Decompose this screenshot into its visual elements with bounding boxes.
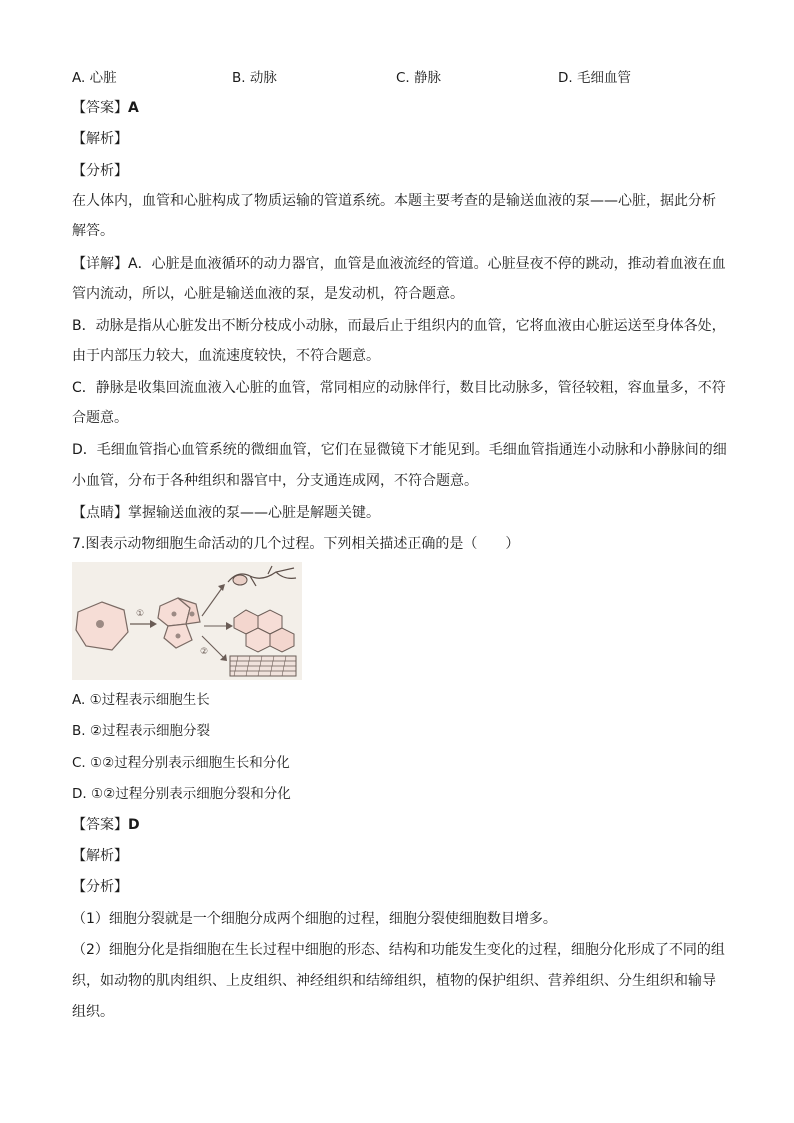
q6-option-d: D. 毛细血管 xyxy=(558,70,631,86)
epithelial-tissue xyxy=(234,610,294,652)
q6-detail-line-6: 合题意。 xyxy=(72,410,128,426)
q6-detail-line-5: C．静脉是收集回流血液入心脏的血管，常同相应的动脉伴行，数目比动脉多，管径较粗，容血量多，不符 xyxy=(72,380,726,396)
q6-analysis-line-1: 在人体内，血管和心脏构成了物质运输的管道系统。本题主要考查的是输送血液的泵——心脏，据此分析 xyxy=(72,193,716,209)
q6-fenxi-heading: 【分析】 xyxy=(72,163,128,179)
arrow-to-nerve xyxy=(202,588,222,616)
q6-answer: 【答案】A xyxy=(72,100,139,116)
q7-option-a: A. ①过程表示细胞生长 xyxy=(72,692,210,708)
q6-option-c: C. 静脉 xyxy=(396,70,442,86)
q6-analysis-line-2: 解答。 xyxy=(72,223,114,239)
divided-nucleus-3 xyxy=(176,634,181,639)
divided-nucleus-2 xyxy=(190,612,195,617)
arrow-head-1 xyxy=(150,620,157,628)
q6-detail-line-1: 【详解】A．心脏是血液循环的动力器官，血管是血液流经的管道。心脏昼夜不停的跳动，推动着血液在血 xyxy=(72,256,726,272)
label-process-2: ② xyxy=(200,647,209,657)
q7-option-c: C. ①②过程分别表示细胞生长和分化 xyxy=(72,755,290,771)
arrow-head-nerve xyxy=(218,584,225,591)
q6-dianjing: 【点睛】掌握输送血液的泵——心脏是解题关键。 xyxy=(72,505,380,521)
q7-stem: 7.图表示动物细胞生命活动的几个过程。下列相关描述正确的是（ ） xyxy=(72,536,520,552)
label-process-1: ① xyxy=(136,609,145,619)
arrow-head-epithelium xyxy=(226,622,233,630)
q7-answer: 【答案】D xyxy=(72,817,140,833)
cell-nucleus xyxy=(96,620,104,628)
q7-jiexi-heading: 【解析】 xyxy=(72,848,128,864)
q7-analysis-line-2: （2）细胞分化是指细胞在生长过程中细胞的形态、结构和功能发生变化的过程，细胞分化形成了不同的组 xyxy=(72,942,725,958)
q6-detail-line-7: D．毛细血管指心血管系统的微细血管，它们在显微镜下才能见到。毛细血管指通连小动脉和小静脉间的细 xyxy=(72,442,727,458)
q6-detail-line-3: B．动脉是指从心脏发出不断分枝成小动脉，而最后止于组织内的血管，它将血液由心脏运送至身体各处， xyxy=(72,318,726,334)
q7-fenxi-heading: 【分析】 xyxy=(72,879,128,895)
q6-option-a: A. 心脏 xyxy=(72,70,117,86)
q6-option-b: B. 动脉 xyxy=(232,70,277,86)
cell-process-figure xyxy=(72,562,302,680)
q7-option-d: D. ①②过程分别表示细胞分裂和分化 xyxy=(72,786,291,802)
q7-analysis-line-1: （1）细胞分裂就是一个细胞分成两个细胞的过程，细胞分裂使细胞数目增多。 xyxy=(72,911,557,927)
q6-detail-line-2: 管内流动，所以，心脏是输送血液的泵，是发动机，符合题意。 xyxy=(72,286,464,302)
muscle-tissue xyxy=(230,656,296,676)
q7-analysis-line-3: 织，如动物的肌肉组织、上皮组织、神经组织和结缔组织，植物的保护组织、营养组织、分生组织和输导 xyxy=(72,973,716,989)
q7-analysis-line-4: 组织。 xyxy=(72,1004,114,1020)
neuron-body xyxy=(233,575,247,585)
q6-detail-line-4: 由于内部压力较大，血流速度较快，不符合题意。 xyxy=(72,348,380,364)
q7-option-b: B. ②过程表示细胞分裂 xyxy=(72,723,210,739)
q6-options xyxy=(72,66,724,86)
cell-process-diagram xyxy=(72,562,302,680)
divided-nucleus-1 xyxy=(172,612,177,617)
q6-jiexi-heading: 【解析】 xyxy=(72,131,128,147)
q6-detail-line-8: 小血管，分布于各种组织和器官中，分支通连成网，不符合题意。 xyxy=(72,473,478,489)
